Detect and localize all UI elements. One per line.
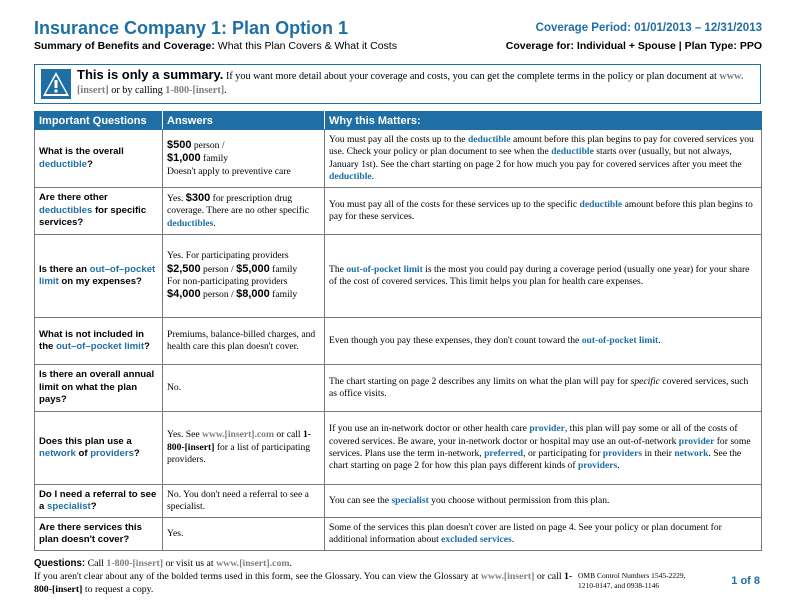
table-row: [35, 188, 762, 235]
a-text: Yes. For participating providers: [167, 250, 289, 262]
w-text: You must pay all the costs up to the: [329, 133, 468, 145]
glossary-term[interactable]: deductibles: [167, 217, 214, 229]
a-text: or call: [273, 429, 303, 441]
q-text: for specific services?: [39, 204, 147, 229]
w-text: covered services, such as office visits.: [329, 375, 749, 399]
table-row: [35, 485, 762, 518]
glossary-term[interactable]: deductible: [39, 158, 87, 170]
w-text: for some services. Plans use the term in-network,: [329, 435, 751, 459]
glossary-term[interactable]: provider: [678, 435, 715, 447]
omb-line: 1210-0147, and 0938-1146: [578, 581, 660, 590]
answer-cell: No.: [163, 365, 325, 412]
q-text: of: [75, 448, 91, 459]
omb-control-numbers: [578, 571, 708, 591]
footer-questions-label: Questions:: [34, 558, 86, 569]
glossary-term[interactable]: out-of-pocket limit: [346, 263, 423, 275]
benefits-table: [34, 111, 762, 551]
q-text: ?: [86, 158, 93, 170]
phone-number[interactable]: 1-800-[insert]: [167, 429, 311, 453]
q-text: ?: [133, 448, 140, 459]
question-cell: [35, 130, 163, 188]
answer-cell: Yes.: [163, 518, 325, 551]
a-text: Yes.: [167, 192, 186, 204]
glossary-term[interactable]: deductible: [579, 198, 623, 210]
glossary-term[interactable]: network: [674, 448, 709, 459]
footer-text: .: [289, 558, 292, 569]
explanation-cell: [325, 485, 762, 518]
question-cell: [35, 318, 163, 365]
glossary-term[interactable]: out-of-pocket limit: [581, 334, 659, 346]
w-text: The: [329, 263, 347, 275]
table-row: [35, 518, 762, 551]
glossary-term[interactable]: providers: [90, 448, 134, 459]
amount: $2,500: [167, 262, 201, 275]
w-text: , this plan will pay some or all of the costs of covered services. Be aware, your in-network doctor or hospital may use an out-of-network: [329, 423, 738, 447]
w-italic: specific: [630, 375, 660, 387]
w-text: You can see the: [329, 494, 392, 506]
document-header: [34, 18, 762, 58]
answer-cell: [163, 412, 325, 485]
answer-note: Doesn't apply to preventive care: [167, 165, 291, 177]
unit: person /: [191, 139, 225, 151]
summary-phone[interactable]: 1-800-[insert]: [165, 85, 225, 96]
subtitle: [34, 40, 397, 52]
summary-notice: [34, 64, 761, 104]
page-number: 1 of 8: [731, 575, 760, 587]
w-text: .: [371, 170, 375, 182]
explanation-cell: [325, 235, 762, 318]
summary-text-2: or by calling: [108, 85, 166, 96]
table-row: [35, 235, 762, 318]
glossary-term[interactable]: specialist: [47, 501, 91, 512]
a-text: for prescription drug coverage. There are no other specific: [167, 192, 310, 217]
explanation-cell: [325, 318, 762, 365]
w-text: , or participating for: [523, 448, 603, 459]
w-text: is the most you could pay during a coverage period (usually one year) for your share of the cost of covered services. This limit helps you plan for health care expenses.: [329, 263, 750, 287]
glossary-term[interactable]: specialist: [391, 494, 429, 506]
w-text: . See the chart starting on page 2 for how this plan pays different kinds of: [329, 448, 742, 472]
w-text: Some of the services this plan doesn't cover are listed on page 4. See your policy or plan document for additional information about: [329, 521, 722, 545]
summary-text-3: .: [224, 85, 227, 96]
footer-glossary-link[interactable]: www.[insert]: [480, 571, 535, 582]
unit: person /: [200, 263, 237, 275]
plan-title: Insurance Company 1: Plan Option 1: [34, 18, 349, 38]
amount: $1,000: [167, 152, 201, 165]
coverage-for: Coverage for: Individual + Spouse | Plan Type: PPO: [505, 40, 762, 52]
footer-website-link[interactable]: www.[insert].com: [216, 558, 290, 569]
a-text: Yes. See: [167, 429, 203, 441]
a-text: .: [213, 217, 216, 229]
coverage-period: Coverage Period: 01/01/2013 – 12/31/2013: [535, 22, 762, 34]
q-text: on my expenses?: [58, 276, 142, 287]
glossary-term[interactable]: out–of–pocket limit: [39, 263, 156, 287]
glossary-term[interactable]: deductible: [551, 146, 594, 158]
amount: $500: [167, 138, 192, 151]
w-text: starts over (usually, but not always, January 1st). See the chart starting on page 2 for how much you pay for covered services after you meet the: [329, 146, 742, 170]
glossary-term[interactable]: deductible: [329, 170, 372, 182]
summary-heading: This is only a summary.: [77, 67, 224, 82]
explanation-cell: [325, 365, 762, 412]
answer-cell: No. You don't need a referral to see a specialist.: [163, 485, 325, 518]
explanation-cell: [325, 130, 762, 188]
footer-text: to request a copy.: [82, 584, 154, 595]
glossary-term[interactable]: network: [39, 448, 76, 459]
answer-cell: [163, 188, 325, 235]
q-text: Are there other: [39, 192, 108, 204]
answer-cell: [163, 235, 325, 318]
question-cell: [35, 188, 163, 235]
footer-text: or visit us at: [163, 558, 217, 569]
footer-phone[interactable]: 1-800-[insert]: [106, 558, 163, 569]
question-cell: Is there an overall annual limit on what the plan pays?: [35, 365, 163, 412]
answer-cell: Premiums, balance-billed charges, and health care this plan doesn't cover.: [163, 318, 325, 365]
footer-questions: [34, 557, 762, 570]
amount: $4,000: [167, 288, 201, 301]
q-text: Does this plan use a: [39, 435, 132, 447]
subtitle-bold: Summary of Benefits and Coverage:: [34, 40, 215, 52]
amount: $5,000: [236, 262, 270, 275]
footer-glossary-note: [34, 570, 574, 596]
table-row: [35, 130, 762, 188]
w-text: amount before this plan begins to pay for covered services you use. Check your policy or plan document to see when the: [329, 133, 754, 158]
q-text: Do I need a referral to see a: [39, 488, 157, 512]
table-row: [35, 365, 762, 412]
q-text: What is not included in the: [39, 328, 144, 352]
glossary-term[interactable]: preferred: [484, 448, 524, 459]
glossary-term[interactable]: providers: [602, 448, 643, 459]
w-text: .: [617, 460, 620, 472]
subtitle-rest: What this Plan Covers & What it Costs: [214, 40, 397, 52]
header-important-questions: Important Questions: [35, 112, 163, 130]
table-header-row: [35, 112, 762, 130]
q-text: Is there an: [39, 263, 90, 275]
question-cell: [35, 235, 163, 318]
unit: family: [200, 153, 229, 165]
w-text: Even though you pay these expenses, they don't count toward the: [329, 334, 582, 346]
question-cell: [35, 485, 163, 518]
a-text: For non-participating providers: [167, 276, 288, 287]
explanation-cell: [325, 188, 762, 235]
table-row: [35, 412, 762, 485]
question-cell: Are there services this plan doesn't cover?: [35, 518, 163, 551]
a-text: for a list of participating providers.: [167, 441, 311, 466]
website-link[interactable]: www.[insert].com: [202, 429, 274, 441]
glossary-term[interactable]: provider: [529, 423, 565, 435]
table-row: [35, 318, 762, 365]
glossary-term[interactable]: deductible: [467, 133, 511, 145]
glossary-term[interactable]: providers: [577, 460, 618, 472]
explanation-cell: [325, 412, 762, 485]
omb-line: OMB Control Numbers 1545-2229,: [578, 571, 686, 580]
header-why-this-matters: Why this Matters:: [325, 112, 762, 130]
unit: family: [269, 263, 298, 275]
header-answers: Answers: [163, 112, 325, 130]
warning-icon: [41, 69, 71, 99]
footer-text: Call: [85, 558, 107, 569]
answer-cell: [163, 130, 325, 188]
glossary-term[interactable]: excluded services: [441, 534, 512, 545]
question-cell: [35, 412, 163, 485]
q-text: ?: [144, 341, 150, 352]
footer-glossary-phone[interactable]: 1-800-[insert]: [34, 571, 573, 595]
unit: family: [269, 289, 298, 301]
unit: person /: [200, 289, 237, 301]
w-text: amount before this plan begins to pay for these services.: [329, 198, 753, 222]
w-text: .: [658, 334, 661, 346]
w-text: in their: [642, 448, 675, 459]
glossary-term[interactable]: out–of–pocket limit: [56, 341, 145, 352]
summary-website-link[interactable]: www.[insert]: [77, 71, 744, 96]
summary-text-1: If you want more detail about your coverage and costs, you can get the complete terms in the policy or plan document at: [223, 71, 720, 82]
footer-text: If you aren't clear about any of the bolded terms used in this form, see the Glossary. You can view the Glossary at: [34, 571, 481, 582]
footer-text: or call: [534, 571, 565, 582]
w-text: you choose without permission from this plan.: [428, 494, 610, 506]
w-text: You must pay all of the costs for these services up to the specific: [329, 198, 580, 210]
w-text: The chart starting on page 2 describes any limits on what the plan will pay for: [329, 375, 631, 387]
q-text: ?: [90, 501, 97, 512]
glossary-term[interactable]: deductibles: [39, 204, 93, 216]
q-text: What is the overall: [39, 146, 124, 158]
w-text: .: [511, 534, 515, 545]
amount: $300: [185, 191, 211, 204]
explanation-cell: [325, 518, 762, 551]
summary-text: [77, 68, 754, 98]
w-text: If you use an in-network doctor or other health care: [329, 423, 530, 435]
amount: $8,000: [236, 288, 270, 301]
